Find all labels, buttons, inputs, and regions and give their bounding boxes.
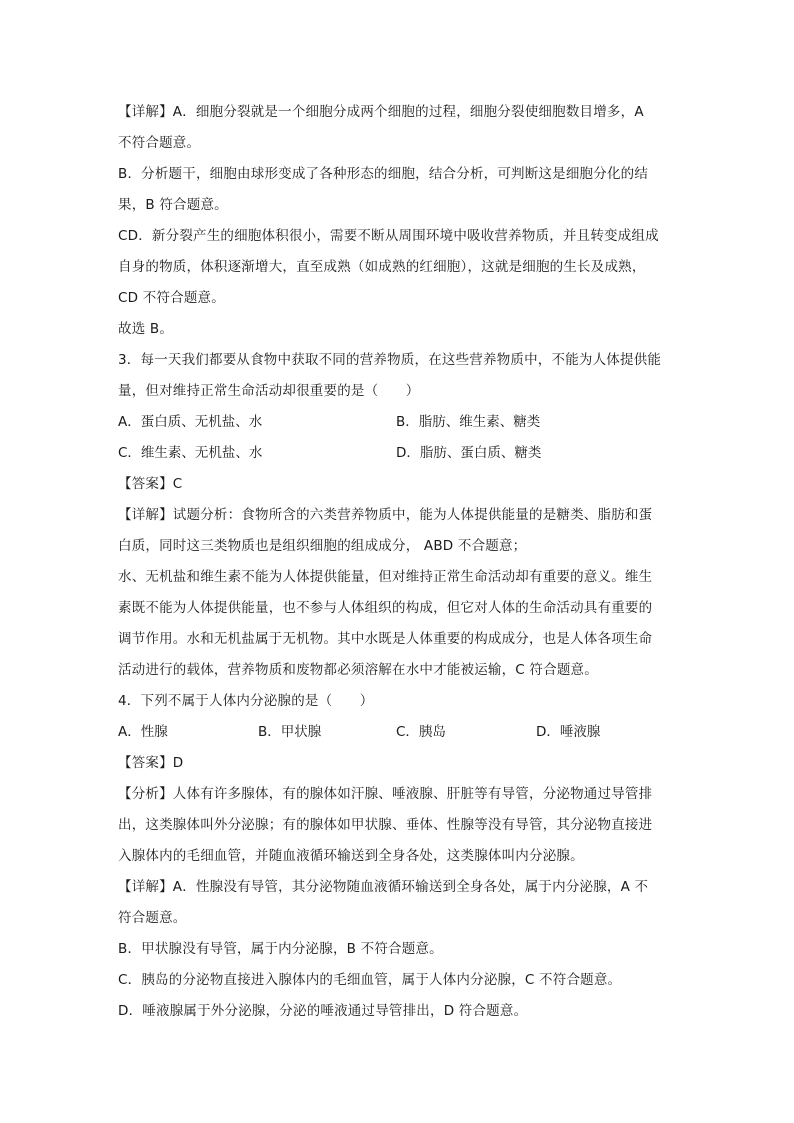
question-4-stem: 4．下列不属于人体内分泌腺的是（ ） [118, 693, 374, 709]
text-line: 调节作用。水和无机盐属于无机物。其中水既是人体重要的构成成分，也是人体各项生命 [118, 631, 653, 647]
answer-label: 【答案】D [118, 755, 184, 771]
answer-label: 【答案】C [118, 476, 183, 492]
question-3-options-row-2 [118, 442, 678, 465]
text-line: 【详解】试题分析：食物所含的六类营养物质中，能为人体提供能量的是糖类、脂肪和蛋 [118, 507, 653, 523]
text-line: 素既不能为人体提供能量，也不参与人体组织的构成，但它对人体的生命活动具有重要的 [118, 600, 653, 616]
text-line: B．甲状腺没有导管，属于内分泌腺，B 不符合题意。 [118, 941, 443, 957]
question-3-options-row-1 [118, 411, 678, 434]
text-line: 活动进行的载体，营养物质和废物都必须溶解在水中才能被运输，C 符合题意。 [118, 662, 598, 678]
option-b: B．脂肪、维生素、糖类 [396, 414, 541, 430]
option-b: B．甲状腺 [258, 724, 322, 740]
text-line: C．胰岛的分泌物直接进入腺体内的毛细血管，属于人体内分泌腺，C 不符合题意。 [118, 972, 622, 988]
option-d: D．脂肪、蛋白质、糖类 [396, 445, 542, 461]
option-a: A．性腺 [118, 724, 168, 740]
option-c: C．胰岛 [396, 724, 446, 740]
text-line: 符合题意。 [118, 910, 187, 926]
text-line: 水、无机盐和维生素不能为人体提供能量，但对维持正常生命活动却有重要的意义。维生 [118, 569, 653, 585]
text-line: 出，这类腺体叫外分泌腺；有的腺体如甲状腺、垂体、性腺等没有导管，其分泌物直接进 [118, 817, 653, 833]
text-line: 入腺体内的毛细血管，并随血液循环输送到全身各处，这类腺体叫内分泌腺。 [118, 848, 584, 864]
option-a: A．蛋白质、无机盐、水 [118, 414, 263, 430]
text-line: 不符合题意。 [118, 135, 201, 151]
text-line: 白质，同时这三类物质也是组织细胞的组成成分， ABD 不合题意； [118, 538, 527, 554]
option-d: D．唾液腺 [536, 724, 601, 740]
text-line: 【分析】人体有许多腺体，有的腺体如汗腺、唾液腺、肝脏等有导管，分泌物通过导管排 [118, 786, 653, 802]
text-line: CD 不符合题意。 [118, 290, 225, 306]
question-3-stem: 量，但对维持正常生命活动却很重要的是（ ） [118, 383, 420, 399]
question-4-options-row [118, 721, 678, 744]
text-line: D．唾液腺属于外分泌腺，分泌的唾液通过导管排出，D 符合题意。 [118, 1003, 528, 1019]
question-3-stem: 3．每一天我们都要从食物中获取不同的营养物质，在这些营养物质中，不能为人体提供能 [118, 352, 662, 368]
text-line: 自身的物质，体积逐渐增大，直至成熟（如成熟的红细胞），这就是细胞的生长及成熟， [118, 259, 646, 275]
text-line: B．分析题干，细胞由球形变成了各种形态的细胞，结合分析，可判断这是细胞分化的结 [118, 166, 649, 182]
document-page [118, 101, 678, 1031]
text-line: 故选 B。 [118, 321, 174, 337]
text-line: CD．新分裂产生的细胞体积很小，需要不断从周围环境中吸收营养物质，并且转变成组成 [118, 228, 659, 244]
text-line: 果，B 符合题意。 [118, 197, 228, 213]
text-line: 【详解】A．性腺没有导管，其分泌物随血液循环输送到全身各处，属于内分泌腺，A 不 [118, 879, 649, 895]
text-line: 【详解】A．细胞分裂就是一个细胞分成两个细胞的过程，细胞分裂使细胞数目增多，A [118, 104, 644, 120]
option-c: C．维生素、无机盐、水 [118, 445, 263, 461]
